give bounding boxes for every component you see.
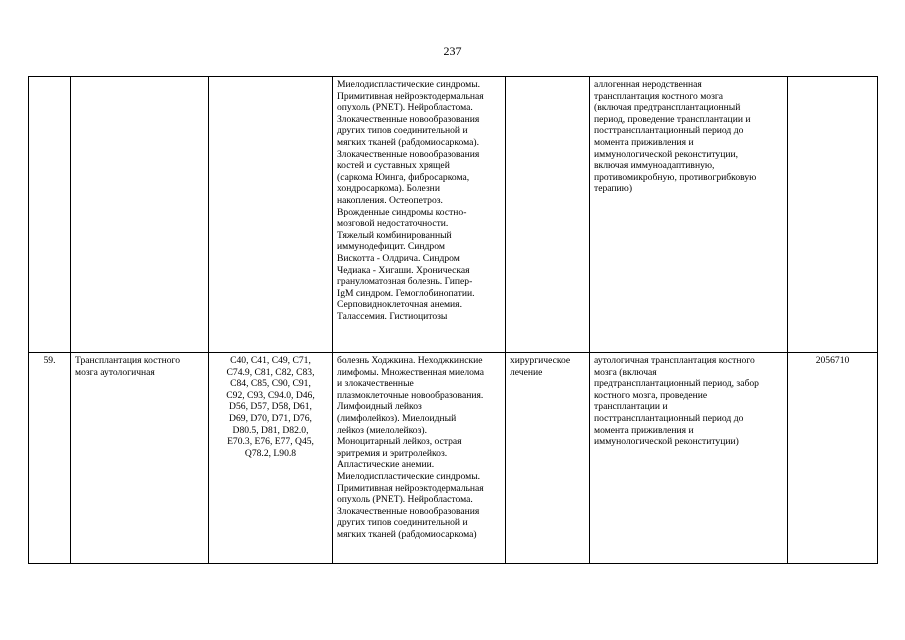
cell-text-line: мозга (включая [594,366,657,378]
table-row [29,77,878,353]
cell-text-line: трансплантация костного мозга [594,90,724,102]
cell-text-line: болезнь Ходжкина. Неходжкинские [337,355,483,366]
cell-text-line: костей и суставных хрящей [337,160,450,172]
cell-text-line: включая иммуноадаптивную, [594,160,715,172]
cell-text-line: опухоль (PNET). Нейробластома. [337,494,473,506]
row-number-cell [29,77,71,353]
cell-text-line: Трансплантация костного [75,355,180,366]
cell-text-line: Миелодиспластические синдромы. [337,470,481,482]
cell-text-line: Моноцитарный лейкоз, острая [337,436,462,448]
cell-text-line: Примитивная нейроэктодермальная [337,90,484,102]
cell-text-line: Серповидноклеточная анемия. [337,299,462,311]
cell-text-line: C92, C93, C94.0, D46, [226,389,315,401]
cell-text-line: D69, D70, D71, D76, [229,412,312,424]
cell-text-line: хирургическое [510,355,571,366]
cell-text-line: других типов соединительной и [337,517,468,529]
treatment-method-cell [590,77,788,353]
cost-cell [788,77,878,353]
cell-text-line: других типов соединительной и [337,125,468,137]
cell-text-line: IgM синдром. Гемоглобинопатии. [337,287,475,299]
cell-text-line: эритремия и эритролейкоз. [337,447,448,459]
cell-text-line: предтрансплантационный период, забор [594,378,759,390]
cell-text-line: грануломатозная болезнь. Гипер- [337,276,473,288]
cost-cell: 2056710 [788,353,878,564]
cell-text-line: аутологичная трансплантация костного [594,355,755,366]
cell-text-line: момента приживления и [594,424,694,436]
cell-text-line: Миелодиспластические синдромы. [337,79,481,90]
cell-text-line: D56, D57, D58, D61, [229,401,312,413]
cell-text-line: Злокачественные новообразования [337,113,480,125]
treatment-type-cell [506,353,590,564]
cell-text-line: лейкоз (миелолейкоз). [337,424,427,436]
table-row [29,353,878,564]
icd-codes-cell [209,77,333,353]
cell-text-line: противомикробную, противогрибковую [594,171,757,183]
cell-text-line: накопления. Остеопетроз. [337,194,443,206]
cell-text-line: лечение [510,366,543,378]
cell-text-line: хондросаркома). Болезни [337,183,440,195]
cell-text-line: посттрансплантационный период до [594,125,744,137]
cell-text-line: Злокачественные новообразования [337,505,480,517]
procedure-name-cell [71,77,209,353]
medical-care-table [28,76,878,564]
cell-text-line: лимфомы. Множественная миелома [337,366,485,378]
cell-text-line: E70.3, E76, E77, Q45, [227,436,314,448]
cell-text-line: момента приживления и [594,136,694,148]
cell-text-line: мозговой недостаточности. [337,218,449,230]
cell-text-line: Тяжелый комбинированный [337,229,452,241]
cell-text-line: Лимфоидный лейкоз [337,401,422,413]
page-number: 237 [443,44,462,58]
cell-text-line: мягких тканей (рабдомиосаркома). [337,136,480,148]
procedure-name-cell [71,353,209,564]
cell-text-line: C84, C85, C90, C91, [230,378,311,390]
cell-text-line: посттрансплантационный период до [594,412,744,424]
cell-text-line: мягких тканей (рабдомиосаркома) [337,528,477,540]
cell-text-line: (лимфолейкоз). Миелоидный [337,412,457,424]
cell-text-line: C40, C41, C49, C71, [230,355,311,366]
cell-text-line: (саркома Юинга, фибросаркома, [337,171,470,183]
icd-codes-cell [209,353,333,564]
disease-model-cell [333,353,506,564]
cell-text-line: и злокачественные [337,378,414,390]
cell-text-line: C74.9, C81, C82, C83, [226,366,315,378]
row-number-cell: 59. [29,353,71,564]
cell-text-line: Чедиака - Хигаши. Хроническая [337,264,470,276]
cell-text-line: Злокачественные новообразования [337,148,480,160]
cell-text-line: трансплантации и [594,401,668,413]
cell-text-line: Q78.2, L90.8 [244,447,297,459]
disease-model-cell [333,77,506,353]
cell-text-line: опухоль (PNET). Нейробластома. [337,102,473,114]
cell-text-line: Апластические анемии. [337,459,435,471]
cell-text-line: плазмоклеточные новообразования. [337,389,484,401]
cell-text-line: мозга аутологичная [75,366,155,378]
cell-text-line: терапию) [594,183,633,195]
cell-text-line: (включая предтрансплантационный [594,102,741,114]
cell-text-line: период, проведение трансплантации и [594,113,751,125]
cell-text-line: Врожденные синдромы костно- [337,206,467,218]
cell-text-line: иммунологической реконституции) [594,436,739,448]
cell-text-line: Вискотта - Олдрича. Синдром [337,252,460,264]
treatment-type-cell [506,77,590,353]
cell-text-line: Талассемия. Гистиоцитозы [337,310,448,322]
cell-text-line: аллогенная неродственная [594,79,702,90]
cell-text-line: иммунодефицит. Синдром [337,241,445,253]
cell-text-line: D80.5, D81, D82.0, [232,424,309,436]
cell-text-line: костного мозга, проведение [594,389,708,401]
cell-text-line: иммунологической реконституции, [594,148,739,160]
cell-text-line: Примитивная нейроэктодермальная [337,482,484,494]
treatment-method-cell [590,353,788,564]
